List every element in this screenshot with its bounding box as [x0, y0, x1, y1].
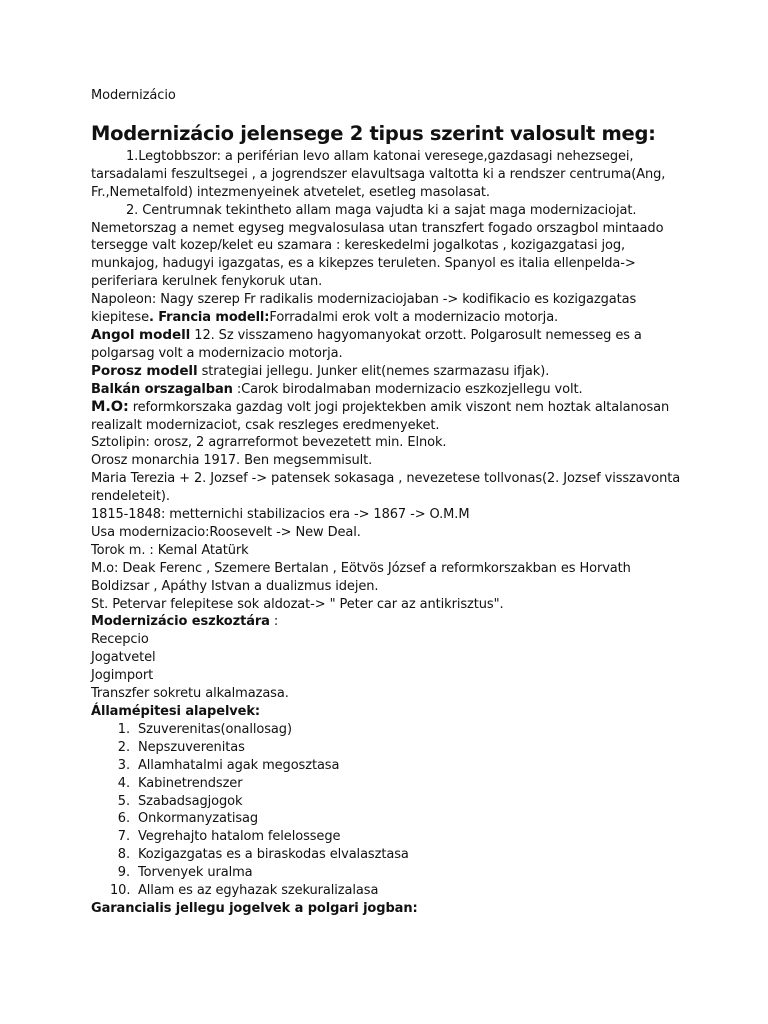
eszkoztara-heading: [91, 613, 691, 631]
list-item: [117, 721, 691, 739]
list-item-text: Vegrehajto hatalom felelossege: [138, 829, 341, 845]
document-header: Modernizácio: [91, 88, 176, 103]
mo-paragraph: [91, 399, 691, 435]
list-item: [117, 757, 691, 775]
list-number: 10.: [110, 883, 131, 899]
list-number: 1.: [117, 721, 130, 737]
list-item: [117, 828, 691, 846]
porosz-modell-text: strategiai jellegu. Junker elit(nemes szarmazasu ifjak).: [197, 363, 550, 379]
paragraph-2: 2. Centrumnak tekintheto allam maga vajudta ki a sajat maga modernizaciojat. Nemetorszag a nemet egyseg megvalosulasa utan transzfert fogado orszagbol mintaado tersegge valt kozep/kelet eu szamara : kereskedelmi jogalkotas , kozigazgatasi jog, munkajog, hadugyi igazgatas, es a kikepzes teruleten. Spanyol es italia ellenpelda-> periferiara kerulnek fenykoruk utan.: [91, 202, 664, 290]
list-number: 5.: [117, 793, 130, 809]
list-item: [117, 739, 691, 757]
paragraph-1: 1.Legtobbszor: a periférian levo allam katonai veresege,gazdasagi nehezsegei, tarsadalami feszultsegei , a jogrendszer elavultsaga valtotta ki a rendszer centruma(Ang, Fr.,Nemetalfold) intezmenyeinek atvetelet, esetleg masolasat.: [91, 148, 666, 200]
eszkoz-item: Transzfer sokretu alkalmazasa.: [91, 686, 289, 702]
balkan-label: Balkán orszagalban: [91, 381, 233, 397]
list-item: [117, 864, 691, 882]
francia-modell-label: . Francia modell:: [148, 310, 270, 326]
main-heading: Modernizácio jelensege 2 tipus szerint valosult meg:: [91, 121, 656, 145]
list-number: 7.: [117, 829, 130, 845]
text-line: Usa modernizacio:Roosevelt -> New Deal.: [91, 524, 361, 540]
eszkoz-item: Jogimport: [91, 668, 154, 684]
list-item-text: Kozigazgatas es a biraskodas elvalasztasa: [138, 847, 409, 863]
list-item: [117, 846, 691, 864]
porosz-paragraph: [91, 363, 691, 381]
angol-modell-label: Angol modell: [91, 326, 191, 343]
list-item-text: Torvenyek uralma: [138, 865, 253, 881]
list-number: 9.: [117, 865, 130, 881]
list-item: [117, 775, 691, 793]
list-item-text: Kabinetrendszer: [138, 775, 243, 791]
list-number: 6.: [117, 811, 130, 827]
balkan-paragraph: [91, 381, 691, 399]
text-line: 1815-1848: metternichi stabilizacios era -> 1867 -> O.M.M: [91, 507, 470, 523]
mo-label: M.O:: [91, 398, 129, 415]
list-item: [117, 810, 691, 828]
porosz-modell-label: Porosz modell: [91, 362, 198, 379]
napoleon-text: Napoleon: Nagy szerep Fr radikalis modernizaciojaban -> kodifikacio es kozigazgatas kiepitese: [91, 292, 637, 326]
text-line: Torok m. : Kemal Atatürk: [91, 542, 249, 558]
angol-paragraph: [91, 327, 691, 363]
text-line: Sztolipin: orosz, 2 agrarreformot bevezetett min. Elnok.: [91, 435, 447, 451]
balkan-text: :Carok birodalmaban modernizacio eszkozjellegu volt.: [232, 381, 583, 397]
text-line: St. Petervar felepitese sok aldozat-> " Peter car az antikrisztus".: [91, 596, 504, 612]
list-number: 8.: [117, 847, 130, 863]
napoleon-paragraph: [91, 291, 691, 327]
angol-modell-text: 12. Sz visszameno hagyomanyokat orzott. Polgarosult nemesseg es a polgarsag volt a modernizacio motorja.: [91, 327, 642, 361]
mo-text: reformkorszaka gazdag volt jogi projektekben amik viszont nem hoztak altalanosan realizalt modernizaciot, csak reszleges eredmenyeket.: [91, 399, 670, 433]
list-number: 4.: [117, 775, 130, 791]
list-item-text: Allam es az egyhazak szekuralizalasa: [138, 883, 379, 899]
list-item: [117, 793, 691, 811]
allamepitesi-list: [91, 721, 691, 900]
text-line: M.o: Deak Ferenc , Szemere Bertalan , Eötvös József a reformkorszakban es Horvath Boldizsar , Apáthy Istvan a dualizmus idejen.: [91, 560, 631, 594]
list-item: [110, 882, 691, 900]
garancialis-heading: Garancialis jellegu jogelvek a polgari jogban:: [91, 900, 418, 916]
text-line: Orosz monarchia 1917. Ben megsemmisult.: [91, 453, 373, 469]
list-item-text: Nepszuverenitas: [138, 739, 245, 755]
allamepitesi-heading: Államépitesi alapelvek:: [91, 704, 261, 719]
eszkoztara-label: Modernizácio eszkoztára: [91, 614, 270, 630]
eszkoz-item: Recepcio: [91, 632, 149, 648]
francia-modell-text: Forradalmi erok volt a modernizacio motorja.: [269, 310, 559, 326]
list-item-text: Szabadsagjogok: [138, 793, 243, 809]
list-item-text: Szuverenitas(onallosag): [138, 721, 292, 737]
document-body: [91, 87, 691, 918]
eszkoz-item: Jogatvetel: [91, 650, 156, 666]
list-item-text: Allamhatalmi agak megosztasa: [138, 757, 340, 773]
eszkoztara-colon: :: [269, 614, 279, 630]
list-number: 3.: [117, 757, 130, 773]
list-item-text: Onkormanyzatisag: [138, 811, 259, 827]
list-number: 2.: [117, 739, 130, 755]
text-line: Maria Terezia + 2. Jozsef -> patensek sokasaga , nevezetese tollvonas(2. Jozsef visszavonta rendeleteit).: [91, 471, 681, 505]
